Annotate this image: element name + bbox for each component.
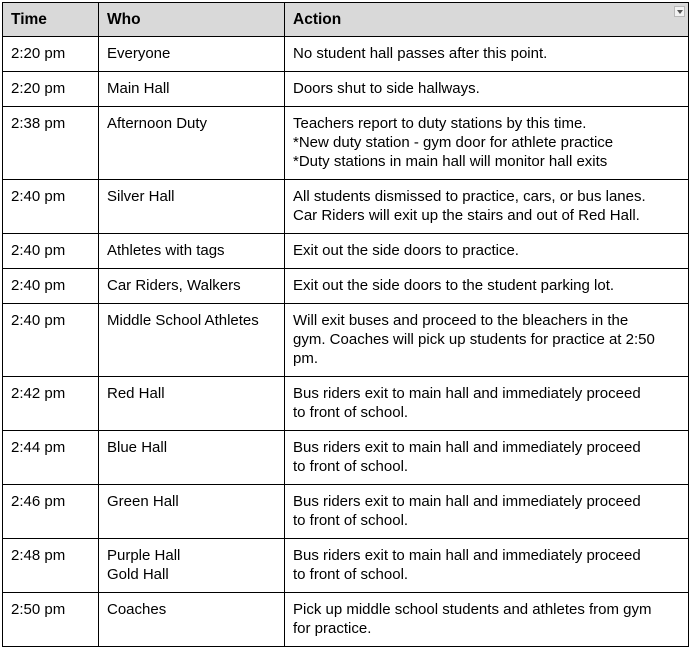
cell-who[interactable] [99,377,285,431]
cell-action-line: Doors shut to side hallways. [293,80,480,97]
table-row [3,180,689,234]
cell-time[interactable]: 2:20 pm [3,37,99,72]
cell-time[interactable]: 2:48 pm [3,539,99,593]
table-row [3,431,689,485]
cell-who[interactable] [99,539,285,593]
cell-action-line: Bus riders exit to main hall and immediately proceed [293,547,641,564]
cell-who-line: Purple Hall [107,547,181,564]
cell-action-line: *Duty stations in main hall will monitor hall exits [293,153,608,170]
cell-time[interactable]: 2:38 pm [3,107,99,180]
cell-time[interactable]: 2:46 pm [3,485,99,539]
table-row [3,593,689,647]
cell-action-line: to front of school. [293,458,409,475]
cell-who[interactable] [99,485,285,539]
cell-action-line: for practice. [293,620,372,637]
cell-action[interactable] [285,234,689,269]
cell-action-line: Car Riders will exit up the stairs and out of Red Hall. [293,207,640,224]
cell-action[interactable] [285,431,689,485]
table-row [3,304,689,377]
cell-action-line: pm. [293,350,319,367]
cell-action-line: All students dismissed to practice, cars, or bus lanes. [293,188,646,205]
cell-who-line: Main Hall [107,80,170,97]
cell-action-line: No student hall passes after this point. [293,45,548,62]
table-row [3,377,689,431]
cell-action[interactable] [285,593,689,647]
cell-who-line: Blue Hall [107,439,168,456]
cell-time[interactable]: 2:40 pm [3,304,99,377]
cell-time[interactable]: 2:40 pm [3,269,99,304]
cell-action[interactable] [285,107,689,180]
cell-who-line: Red Hall [107,385,165,402]
cell-action[interactable] [285,304,689,377]
table-row [3,72,689,107]
cell-who-line: Middle School Athletes [107,312,259,329]
filter-dropdown-icon[interactable] [674,6,685,17]
cell-who[interactable] [99,72,285,107]
dismissal-schedule-table [2,2,689,647]
cell-action-line: *New duty station - gym door for athlete practice [293,134,614,151]
cell-action[interactable] [285,72,689,107]
cell-time[interactable]: 2:42 pm [3,377,99,431]
cell-time[interactable]: 2:40 pm [3,234,99,269]
cell-who-line: Coaches [107,601,167,618]
cell-who-line: Gold Hall [107,566,169,583]
cell-who[interactable] [99,107,285,180]
table-row [3,539,689,593]
cell-action-line: Exit out the side doors to the student parking lot. [293,277,615,294]
cell-who[interactable] [99,593,285,647]
cell-who[interactable] [99,180,285,234]
cell-action-line: Exit out the side doors to practice. [293,242,519,259]
cell-action-line: to front of school. [293,404,409,421]
cell-time[interactable]: 2:44 pm [3,431,99,485]
cell-action[interactable] [285,485,689,539]
table-row [3,37,689,72]
cell-who-line: Silver Hall [107,188,175,205]
header-action-label: Action [293,11,342,28]
table-header [3,3,689,37]
cell-who[interactable] [99,37,285,72]
cell-action[interactable] [285,37,689,72]
cell-who-line: Athletes with tags [107,242,225,259]
cell-who-line: Afternoon Duty [107,115,208,132]
cell-action-line: Pick up middle school students and athletes from gym [293,601,652,618]
table-body [3,37,689,647]
header-action[interactable] [285,3,689,37]
cell-time[interactable]: 2:50 pm [3,593,99,647]
cell-action-line: to front of school. [293,512,409,529]
cell-action[interactable] [285,539,689,593]
cell-action-line: Will exit buses and proceed to the bleachers in the [293,312,629,329]
cell-action-line: to front of school. [293,566,409,583]
cell-action-line: Bus riders exit to main hall and immediately proceed [293,439,641,456]
cell-action-line: Bus riders exit to main hall and immediately proceed [293,385,641,402]
cell-action[interactable] [285,180,689,234]
cell-action-line: gym. Coaches will pick up students for practice at 2:50 [293,331,655,348]
table-row [3,485,689,539]
cell-action[interactable] [285,269,689,304]
cell-who-line: Car Riders, Walkers [107,277,241,294]
table-row [3,234,689,269]
header-row [3,3,689,37]
cell-who[interactable] [99,304,285,377]
cell-who-line: Green Hall [107,493,179,510]
cell-action-line: Bus riders exit to main hall and immediately proceed [293,493,641,510]
table-row [3,269,689,304]
cell-time[interactable]: 2:40 pm [3,180,99,234]
cell-time[interactable]: 2:20 pm [3,72,99,107]
cell-action[interactable] [285,377,689,431]
header-who[interactable]: Who [99,3,285,37]
cell-who[interactable] [99,234,285,269]
cell-who[interactable] [99,431,285,485]
cell-action-line: Teachers report to duty stations by this time. [293,115,587,132]
table-row [3,107,689,180]
header-time[interactable]: Time [3,3,99,37]
cell-who[interactable] [99,269,285,304]
cell-who-line: Everyone [107,45,171,62]
